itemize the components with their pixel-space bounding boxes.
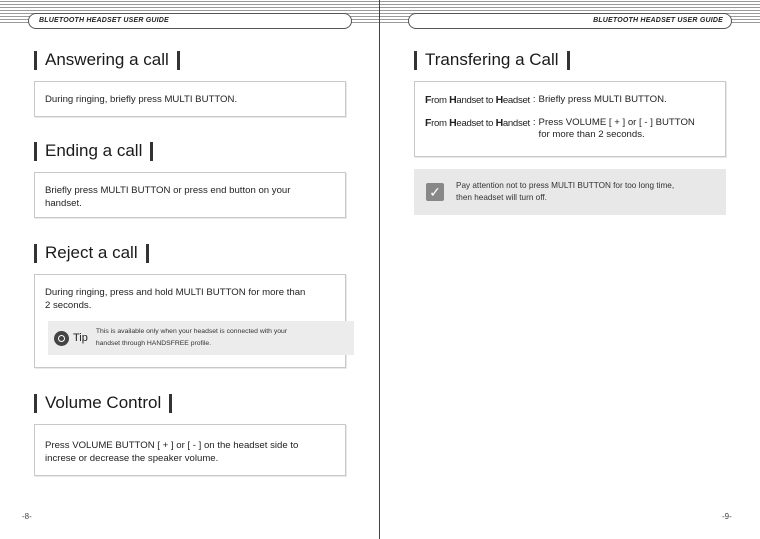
- transfer-row-headset-to-handset: From Headset to Handset : Press VOLUME [ + ] or [ - ] BUTTON for more than 2 seconds.: [425, 117, 695, 140]
- transfer-label: From Handset to Headset: [425, 94, 530, 106]
- transfer-action: Press VOLUME [ + ] or [ - ] BUTTON for more than 2 seconds.: [538, 117, 695, 140]
- note-box: [414, 169, 726, 215]
- tip-text: This is available only when your headset is connected with your handset through HANDSFREE profile.: [95, 328, 288, 347]
- volume-text-line1: Press VOLUME BUTTON [ + ] or [ - ] on the headset side to: [45, 440, 299, 451]
- header-guide-title: BLUETOOTH HEADSET USER GUIDE: [408, 13, 732, 29]
- transfer-label: From Headset to Handset: [425, 117, 530, 129]
- ending-box: [34, 172, 346, 218]
- tip-label: Tip: [73, 331, 88, 344]
- page-number: -8-: [22, 512, 32, 521]
- ending-text-line1: Briefly press MULTI BUTTON or press end button on your: [45, 185, 291, 196]
- reject-text-line1: During ringing, press and hold MULTI BUTTON for more than: [45, 287, 306, 298]
- reject-box: [34, 274, 346, 368]
- section-title-reject: Reject a call: [34, 243, 149, 263]
- transfer-box: [414, 81, 726, 157]
- volume-box: [34, 424, 346, 476]
- header-guide-title: BLUETOOTH HEADSET USER GUIDE: [28, 13, 352, 29]
- section-title-transfer: Transfering a Call: [414, 50, 570, 70]
- page-number: -9-: [722, 512, 732, 521]
- section-title-answering: Answering a call: [34, 50, 180, 70]
- section-title-volume: Volume Control: [34, 393, 172, 413]
- note-text: Pay attention not to press MULTI BUTTON for too long time, then headset will turn off.: [456, 181, 675, 202]
- volume-text-line2: increse or decrease the speaker volume.: [45, 453, 219, 464]
- ending-text-line2: handset.: [45, 198, 82, 209]
- reject-text-line2: 2 seconds.: [45, 300, 92, 311]
- answering-text: During ringing, briefly press MULTI BUTTON.: [45, 94, 238, 105]
- checkmark-icon: ✓: [426, 183, 444, 201]
- answering-box: [34, 81, 346, 117]
- right-page: [380, 0, 760, 539]
- transfer-action: Briefly press MULTI BUTTON.: [538, 94, 667, 105]
- tip-icon: [54, 331, 69, 346]
- tip-box: [48, 321, 354, 355]
- transfer-row-handset-to-headset: From Handset to Headset : Briefly press MULTI BUTTON.: [425, 94, 667, 106]
- section-title-ending: Ending a call: [34, 141, 153, 161]
